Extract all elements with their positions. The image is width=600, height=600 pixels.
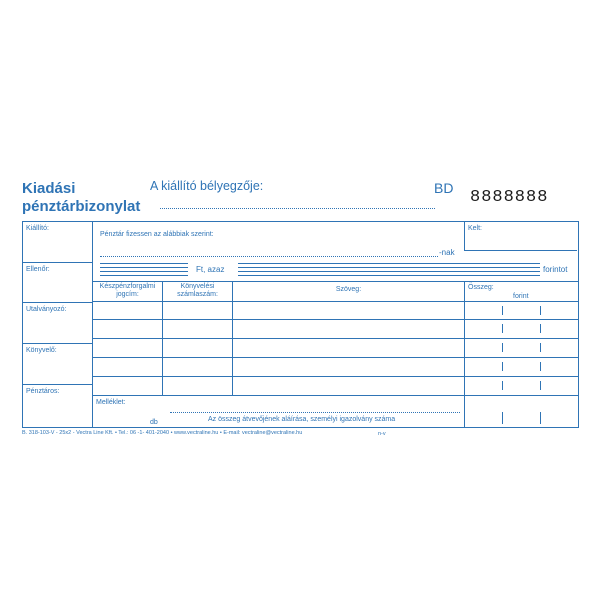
- col-header-jogcim: Készpénzforgalmi jogcím:: [99, 283, 156, 298]
- col-header-szoveg: Szöveg:: [335, 286, 362, 293]
- stamp-label: A kiállító bélyegzője:: [150, 179, 264, 193]
- cashier-label: Pénztáros:: [26, 388, 60, 395]
- attachments-label: Melléklet:: [96, 399, 126, 406]
- footer-text: B. 318-103-V - 25x2 - Vectra Line Kft. • Tel.: 06 -1- 401-2040 • www.vectraline.hu • E-mail: vectraline@vectraline.hu: [22, 430, 303, 436]
- payee-dotted-line: [100, 256, 438, 257]
- bookkeeper-label: Könyvelő:: [26, 347, 57, 354]
- issuer-label: Kiállító:: [26, 225, 49, 232]
- date-label: Kelt:: [468, 225, 483, 232]
- serial-number: 8888888: [470, 188, 549, 207]
- stamp-dotted-line: [160, 208, 435, 209]
- signature-caption: Az összeg átvevőjének aláírása, személyi igazolvány száma: [208, 416, 396, 423]
- forintot-label: forintot: [543, 265, 568, 274]
- pay-text: Pénztár fizessen az alábbiak szerint:: [100, 231, 214, 238]
- signature-dotted-line: [170, 412, 460, 413]
- col-header-szamlaszam: Könyvelési számlaszám:: [177, 283, 218, 298]
- col-header-osszeg: Összeg:: [468, 284, 494, 291]
- footer-small: n-v: [378, 431, 386, 437]
- ft-azaz-label: Ft, azaz: [196, 265, 225, 274]
- title-line-2: pénztárbizonylat: [22, 198, 141, 215]
- db-label: db: [150, 419, 158, 426]
- checker-label: Ellenőr:: [26, 266, 50, 273]
- col-header-forint: forint: [513, 293, 529, 300]
- form-frame: [22, 221, 579, 428]
- series-code: BD: [434, 180, 454, 196]
- title-line-1: Kiadási: [22, 180, 76, 197]
- authorizer-label: Utalványozó:: [26, 306, 67, 313]
- nak-suffix: -nak: [439, 248, 455, 257]
